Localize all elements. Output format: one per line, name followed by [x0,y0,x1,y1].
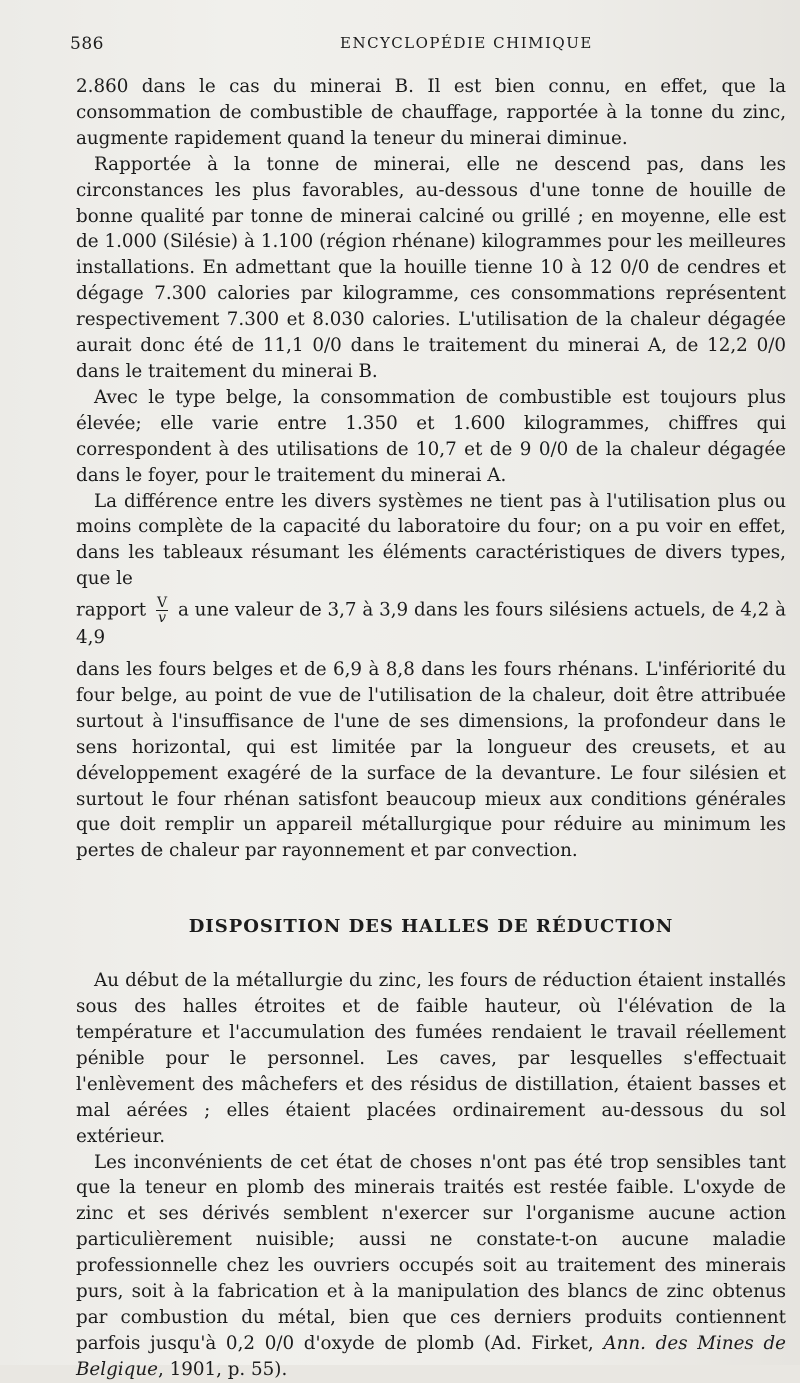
citation-rest: , 1901, p. 55). [157,1358,288,1380]
fraction-line [76,596,786,651]
fraction-prefix: rapport [76,599,147,621]
ratio-fraction [156,596,168,625]
fraction-numerator: V [156,595,168,612]
fraction-suffix: a une valeur de 3,7 à 3,9 dans les fours silésiens actuels, de 4,2 à 4,9 [76,599,787,649]
paragraph-continuation: 2.860 dans le cas du minerai B. Il est bien connu, en effet, que la consommation de combustible de chauffage, rapportée à la tonne du zinc, augmente rapidement quand la teneur du minerai diminue. [76,76,786,149]
paragraph: Avec le type belge, la consommation de combustible est toujours plus élevée; elle varie entre 1.350 et 1.600 kilogrammes, chiffres qui correspondent à des utilisations de 10,7 et de 9 0/0 de la chaleur dégagée dans le foyer, pour le traitement du minerai A. [76,386,786,486]
fraction-denominator: v [158,610,166,627]
page-header [70,34,780,60]
citation-journal: Ann. des Mines de Belgique [76,1332,787,1380]
paragraph-continuation: dans les fours belges et de 6,9 à 8,8 dans les fours rhénans. L'infériorité du four belge, au point de vue de l'utilisation de la chaleur, doit être attribuée surtout à l'insuffisance de l'une de ses dimensions, la profondeur dans le sens horizontal, qui est limitée par la longueur des creusets, et au développement exagéré de la surface de la devanture. Le four silésien et surtout le four rhénan satisfont beaucoup mieux aux conditions générales que doit remplir un appareil métallurgique pour réduire au minimum les pertes de chaleur par rayonnement et par convection. [76,659,786,862]
paragraph-text: Les inconvénients de cet état de choses n'ont pas été trop sensibles tant que la teneur en plomb des minerais traités est restée faible. L'oxyde de zinc et ses dérivés semblent n'exercer sur l'organisme aucune action particulièrement nuisible; aussi ne constate-t-on aucune maladie professionnelle chez les ouvriers occupés soit au traitement des minerais purs, soit à la fabrication et à la manipulation des blancs de zinc obtenus par combustion du métal, bien que ces derniers produits contiennent parfois jusqu'à 0,2 0/0 d'oxyde de plomb (Ad. Firket, [76,1151,786,1354]
running-head: ENCYCLOPÉDIE CHIMIQUE [340,34,593,52]
paragraph: Rapportée à la tonne de minerai, elle ne descend pas, dans les circonstances les plus favorables, au-dessous d'une tonne de houille de bonne qualité par tonne de minerai calciné ou grillé ; en moyenne, elle est de 1.000 (Silésie) à 1.100 (région rhénane) kilogrammes pour les meilleures installations. En admettant que la houille tienne 10 à 12 0/0 de cendres et dégage 7.300 calories par kilogramme, ces consommations représentent respectivement 7.300 et 8.030 calories. L'utilisation de la chaleur dégagée aurait donc été de 11,1 0/0 dans le traitement du minerai A, de 12,2 0/0 dans le traitement du minerai B. [76,153,786,382]
paragraph [76,1150,786,1383]
page-body [76,74,786,1383]
paragraph: La différence entre les divers systèmes ne tient pas à l'utilisation plus ou moins complète de la capacité du laboratoire du four; on a pu voir en effet, dans les tableaux résumant les éléments caractéristiques de divers types, que le [76,490,786,590]
page-number: 586 [70,34,104,54]
section-title: DISPOSITION DES HALLES DE RÉDUCTION [188,916,674,938]
paragraph: Au début de la métallurgie du zinc, les fours de réduction étaient installés sous des halles étroites et de faible hauteur, où l'élévation de la température et l'accumulation des fumées rendaient le travail réellement pénible pour le personnel. Les caves, par lesquelles s'effectuait l'enlèvement des mâchefers et des résidus de distillation, étaient basses et mal aérées ; elles étaient placées ordinairement au-dessous du sol extérieur. [76,970,786,1147]
